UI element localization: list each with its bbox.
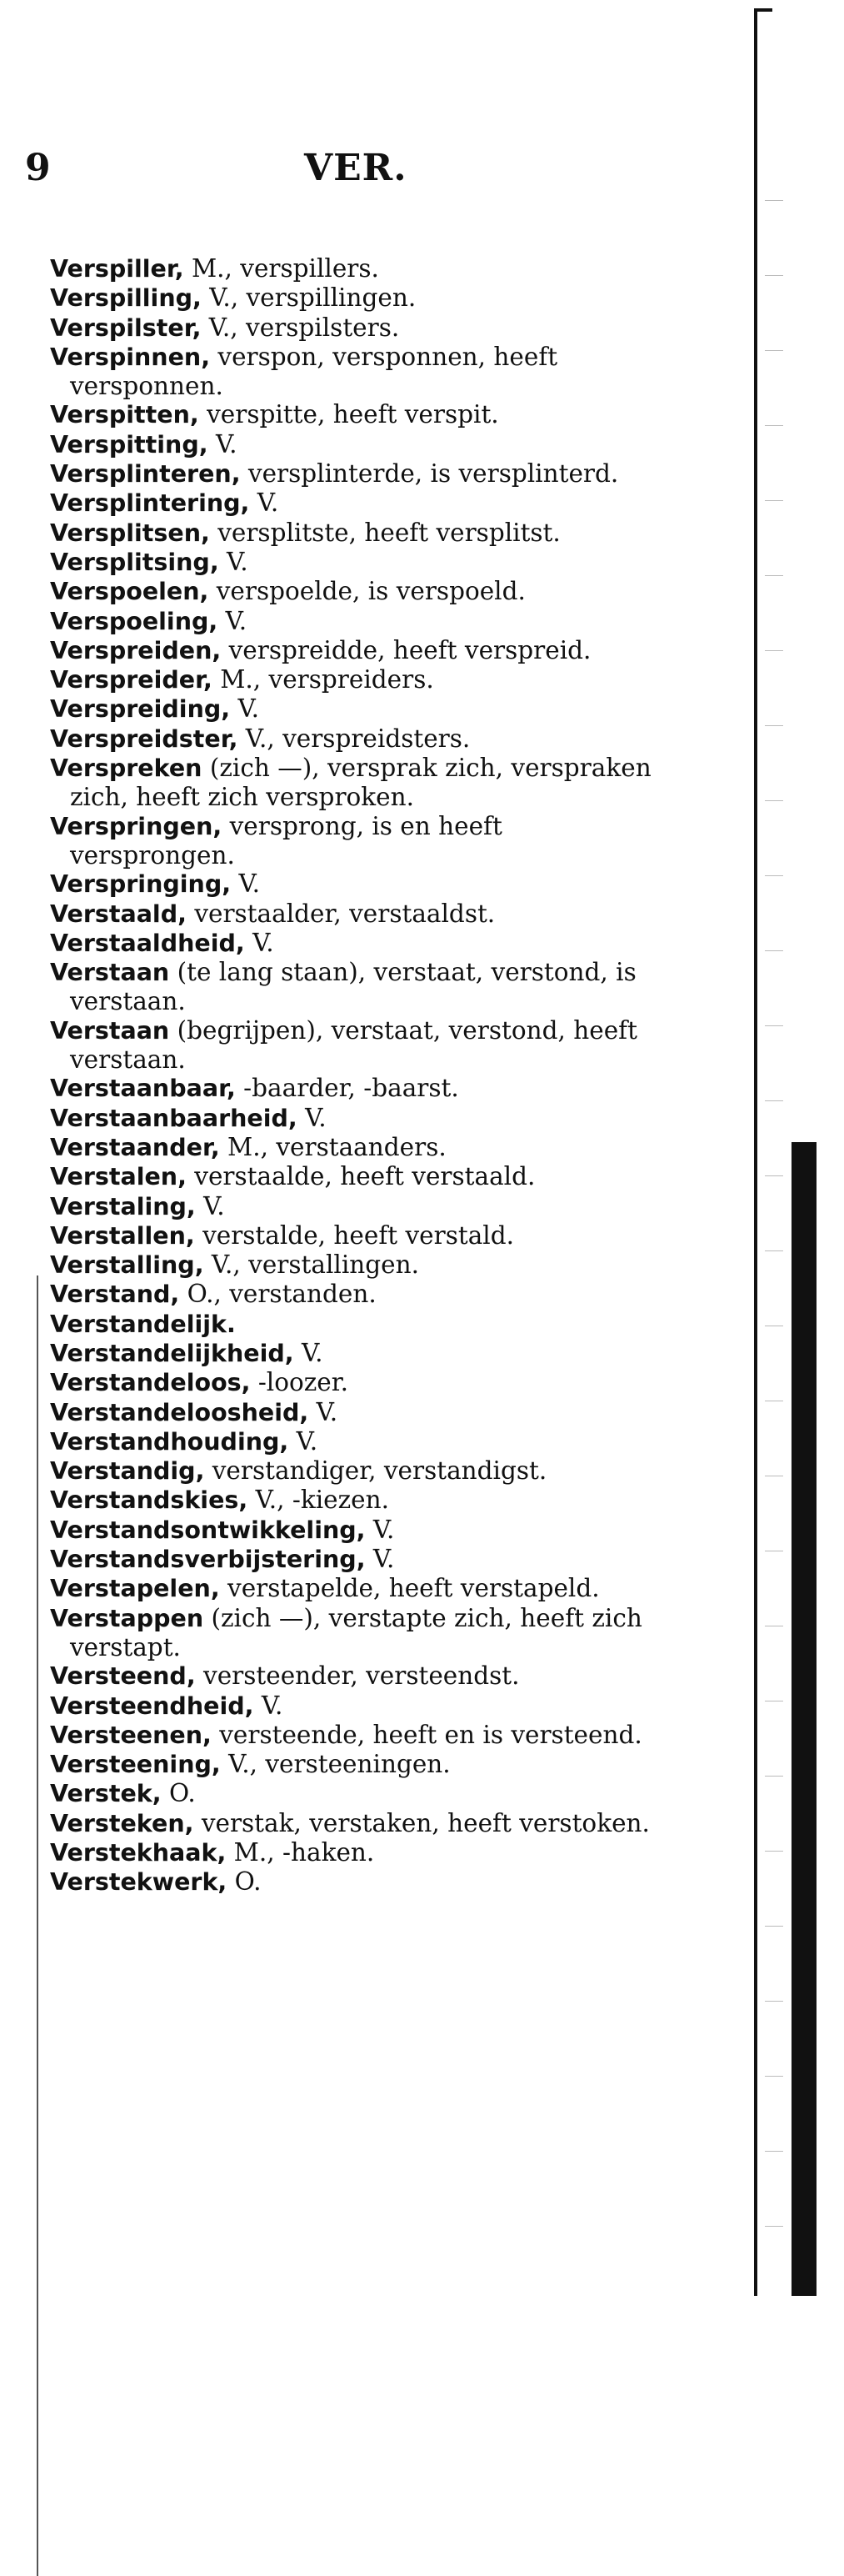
dictionary-entry xyxy=(50,1427,667,1456)
entry-definition: V. xyxy=(297,1103,327,1132)
entry-headword: Verstappen xyxy=(50,1604,204,1632)
dictionary-entry xyxy=(50,958,667,1016)
entry-definition: V. xyxy=(195,1191,225,1220)
entry-definition: (te lang staan), verstaat, verstond, is verstaan. xyxy=(70,958,637,1016)
entry-headword: Versplintering, xyxy=(50,489,250,518)
page-edge-rule xyxy=(754,8,757,2296)
entry-headword: Versteenen, xyxy=(50,1721,212,1749)
dictionary-entry xyxy=(50,1016,667,1075)
entry-definition: versprong, is en heeft versprongen. xyxy=(70,811,502,870)
entry-headword: Verspringen, xyxy=(50,812,222,840)
entry-headword: Verstandelijk. xyxy=(50,1310,236,1338)
dictionary-entry xyxy=(50,1750,667,1779)
entry-definition: V. xyxy=(253,1691,283,1720)
entry-definition: V. xyxy=(207,429,237,459)
entry-headword: Verspoeling, xyxy=(50,607,218,635)
entry-headword: Verstallen, xyxy=(50,1221,195,1250)
entry-headword: Versteendheid, xyxy=(50,1691,254,1720)
entry-headword: Verstandig, xyxy=(50,1457,205,1486)
dictionary-entry xyxy=(50,607,667,636)
entry-definition: V. xyxy=(308,1397,338,1426)
entry-headword: Verspilling, xyxy=(50,284,202,313)
entry-headword: Versteend, xyxy=(50,1662,196,1691)
dictionary-entry xyxy=(50,1574,667,1603)
entry-headword: Verstaanbaar, xyxy=(50,1075,236,1103)
entry-definition: verstak, verstaken, heeft verstoken. xyxy=(193,1808,650,1837)
entry-definition: O. xyxy=(227,1867,262,1897)
entry-definition: M., verspillers. xyxy=(183,254,379,283)
dictionary-entries xyxy=(50,254,667,1897)
page-number: 9 xyxy=(25,147,51,189)
entry-headword: Verspitting, xyxy=(50,430,208,459)
entry-headword: Verstaander, xyxy=(50,1133,220,1161)
entry-headword: Verstandelijkheid, xyxy=(50,1339,294,1367)
dictionary-entry xyxy=(50,870,667,899)
entry-definition: V. xyxy=(293,1338,323,1367)
entry-definition: (begrijpen), verstaat, verstond, heeft verstaan. xyxy=(70,1015,637,1075)
dictionary-entry xyxy=(50,459,667,489)
dictionary-entry xyxy=(50,754,667,812)
dictionary-entry xyxy=(50,1398,667,1427)
entry-headword: Verstaan xyxy=(50,1016,170,1045)
entry-headword: Verstekwerk, xyxy=(50,1868,227,1897)
dictionary-entry xyxy=(50,1104,667,1133)
entry-headword: Verstandsverbijstering, xyxy=(50,1546,366,1574)
entry-definition: (zich —), versprak zich, verspraken zich, heeft zich versproken. xyxy=(70,754,652,812)
entry-definition: O., verstanden. xyxy=(179,1280,377,1309)
dictionary-entry xyxy=(50,1661,667,1691)
entry-definition: (zich —), verstapte zich, heeft zich verstapt. xyxy=(70,1603,642,1661)
entry-definition: V., verspreidsters. xyxy=(237,724,471,753)
entry-definition: M., -haken. xyxy=(226,1838,375,1867)
entry-definition: V. xyxy=(288,1426,318,1456)
dictionary-entry xyxy=(50,1867,667,1897)
dictionary-entry xyxy=(50,724,667,754)
entry-definition: versplinterde, is versplinterd. xyxy=(240,459,619,489)
entry-definition: -baarder, -baarst. xyxy=(235,1074,459,1103)
entry-definition: verstaalder, verstaaldst. xyxy=(186,899,496,928)
entry-headword: Verspiller, xyxy=(50,255,184,283)
dictionary-entry xyxy=(50,694,667,724)
dictionary-entry xyxy=(50,313,667,343)
entry-definition: verspitte, heeft verspit. xyxy=(198,400,499,429)
entry-definition: versteende, heeft en is versteend. xyxy=(211,1720,642,1749)
entry-headword: Verstandskies, xyxy=(50,1486,248,1515)
entry-definition: V. xyxy=(249,489,279,518)
dictionary-entry xyxy=(50,1486,667,1515)
entry-definition: verstandiger, verstandigst. xyxy=(204,1456,547,1486)
entry-headword: Versplitsen, xyxy=(50,519,210,547)
dictionary-entry xyxy=(50,1456,667,1486)
dictionary-entry xyxy=(50,1250,667,1280)
entry-headword: Verstand, xyxy=(50,1280,180,1309)
entry-headword: Verstek, xyxy=(50,1780,162,1808)
entry-definition: O. xyxy=(161,1779,196,1808)
entry-definition: versplitste, heeft versplitst. xyxy=(209,518,561,547)
entry-headword: Verstandsontwikkeling, xyxy=(50,1516,366,1544)
dictionary-entry xyxy=(50,1280,667,1309)
entry-headword: Verstandeloosheid, xyxy=(50,1398,309,1426)
dictionary-entry xyxy=(50,283,667,313)
entry-headword: Verstalling, xyxy=(50,1251,204,1280)
entry-headword: Versplitsing, xyxy=(50,548,219,576)
entry-definition: V., verspillingen. xyxy=(201,283,417,313)
entry-headword: Verstaan xyxy=(50,959,170,987)
dictionary-entry xyxy=(50,665,667,694)
entry-definition: verspon, versponnen, heeft versponnen. xyxy=(70,342,558,401)
dictionary-entry xyxy=(50,929,667,958)
entry-definition: V. xyxy=(365,1545,395,1574)
entry-headword: Verspreiding, xyxy=(50,695,231,724)
dictionary-entry xyxy=(50,519,667,548)
dictionary-entry xyxy=(50,1691,667,1721)
dictionary-entry xyxy=(50,1074,667,1103)
dictionary-entry xyxy=(50,1162,667,1191)
entry-headword: Versteken, xyxy=(50,1809,194,1837)
entry-headword: Verspreiden, xyxy=(50,636,222,664)
entry-headword: Verstapelen, xyxy=(50,1575,220,1603)
entry-definition: V. xyxy=(230,694,259,724)
entry-definition: V. xyxy=(218,547,248,576)
entry-headword: Verspoelen, xyxy=(50,578,209,606)
page-edge-tick xyxy=(754,8,772,12)
entry-definition: V. xyxy=(231,870,260,899)
dictionary-entry xyxy=(50,577,667,606)
entry-headword: Verspringing, xyxy=(50,870,232,899)
entry-headword: Versplinteren, xyxy=(50,460,241,489)
entry-definition: -loozer. xyxy=(250,1368,348,1397)
margin-line xyxy=(37,1275,38,2576)
dictionary-entry xyxy=(50,1779,667,1808)
dictionary-entry xyxy=(50,489,667,518)
dictionary-entry xyxy=(50,812,667,870)
dictionary-entry xyxy=(50,254,667,283)
entry-headword: Verspreidster, xyxy=(50,724,238,753)
dictionary-entry xyxy=(50,900,667,929)
dictionary-entry xyxy=(50,1221,667,1250)
entry-definition: M., verspreiders. xyxy=(212,665,434,694)
entry-definition: M., verstaanders. xyxy=(219,1132,447,1161)
entry-headword: Verstekhaak, xyxy=(50,1839,227,1867)
entry-definition: versteender, versteendst. xyxy=(195,1661,520,1691)
entry-headword: Verspinnen, xyxy=(50,343,211,371)
entry-definition: V., versteeningen. xyxy=(220,1750,451,1779)
entry-definition: verspoelde, is verspoeld. xyxy=(208,577,526,606)
dictionary-entry xyxy=(50,1721,667,1750)
entry-definition: V., verspilsters. xyxy=(201,313,400,342)
dictionary-entry xyxy=(50,1604,667,1662)
dictionary-entry xyxy=(50,636,667,665)
dictionary-entry xyxy=(50,1192,667,1221)
entry-definition: verstapelde, heeft verstapeld. xyxy=(219,1574,600,1603)
entry-definition: V., -kiezen. xyxy=(247,1486,389,1515)
entry-definition: V. xyxy=(217,606,247,635)
entry-headword: Verspreider, xyxy=(50,666,212,694)
scan-artifact xyxy=(765,167,783,2251)
entry-headword: Versteening, xyxy=(50,1751,221,1779)
entry-definition: V., verstallingen. xyxy=(203,1250,420,1280)
dictionary-entry xyxy=(50,400,667,429)
entry-headword: Verspreken xyxy=(50,754,202,783)
dictionary-entry xyxy=(50,548,667,577)
dictionary-entry xyxy=(50,1339,667,1368)
running-head: VER. xyxy=(304,147,407,189)
entry-headword: Verstaaldheid, xyxy=(50,929,245,957)
dictionary-entry xyxy=(50,1809,667,1838)
dictionary-entry xyxy=(50,343,667,401)
entry-definition: V. xyxy=(365,1515,395,1544)
entry-headword: Verstaanbaarheid, xyxy=(50,1104,297,1132)
entry-headword: Verstandhouding, xyxy=(50,1427,289,1456)
page-edge-shadow xyxy=(792,1142,817,2296)
entry-headword: Verstalen, xyxy=(50,1163,187,1191)
entry-headword: Verspilster, xyxy=(50,313,202,342)
entry-headword: Verspitten, xyxy=(50,401,199,429)
entry-headword: Verstandeloos, xyxy=(50,1369,251,1397)
dictionary-entry xyxy=(50,1368,667,1397)
entry-definition: verstalde, heeft verstald. xyxy=(194,1220,514,1250)
entry-definition: verstaalde, heeft verstaald. xyxy=(186,1162,536,1191)
dictionary-entry xyxy=(50,1838,667,1867)
entry-headword: Verstaling, xyxy=(50,1192,196,1220)
dictionary-entry xyxy=(50,430,667,459)
dictionary-entry xyxy=(50,1310,667,1339)
dictionary-entry xyxy=(50,1133,667,1162)
dictionary-entry xyxy=(50,1545,667,1574)
entry-headword: Verstaald, xyxy=(50,900,187,928)
entry-definition: verspreidde, heeft verspreid. xyxy=(221,635,592,664)
dictionary-entry xyxy=(50,1516,667,1545)
entry-definition: V. xyxy=(244,928,274,957)
